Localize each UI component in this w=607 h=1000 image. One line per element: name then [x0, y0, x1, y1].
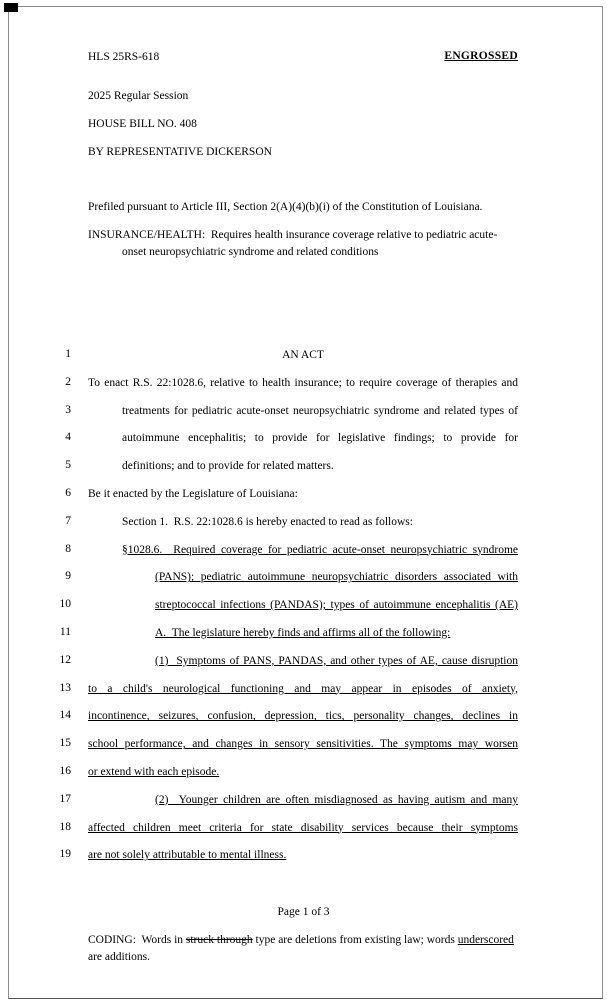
bill-line: [0, 431, 607, 459]
coding-middle: type are deletions from existing law; words: [252, 934, 458, 946]
bill-line: [0, 598, 607, 626]
abstract-line-1: INSURANCE/HEALTH: Requires health insurance coverage relative to pediatric acute-: [88, 229, 498, 241]
line-text: are not solely attributable to mental illness.: [88, 849, 287, 862]
bill-line: [0, 543, 607, 571]
line-number: 2: [65, 375, 71, 388]
coding-line-2: are additions.: [88, 951, 150, 963]
coding-line-1: [88, 932, 528, 949]
bill-line: [0, 821, 607, 849]
line-text: To enact R.S. 22:1028.6, relative to health insurance; to require coverage of therapies and: [88, 376, 518, 389]
bill-number: HOUSE BILL NO. 408: [88, 118, 197, 130]
coding-note: [88, 932, 528, 966]
line-number: 16: [59, 764, 71, 777]
line-text: school performance, and changes in sensory sensitivities. The symptoms may worsen: [88, 738, 518, 751]
underscored-sample: underscored: [457, 934, 514, 946]
line-text: §1028.6. Required coverage for pediatric acute-onset neuropsychiatric syndrome: [122, 543, 518, 556]
bill-line: [0, 682, 607, 710]
bill-line: [0, 570, 607, 598]
bill-line: [0, 709, 607, 737]
line-text: autoimmune encephalitis; to provide for legislative findings; to provide for: [122, 432, 518, 445]
line-number: 3: [65, 403, 71, 416]
line-text: treatments for pediatric acute-onset neuropsychiatric syndrome and related types of: [122, 404, 518, 417]
line-text: streptococcal infections (PANDAS); types of autoimmune encephalitis (AE): [155, 599, 518, 612]
bill-line: [0, 737, 607, 765]
line-text: Section 1. R.S. 22:1028.6 is hereby enacted to read as follows:: [122, 515, 413, 528]
session-label: 2025 Regular Session: [88, 90, 189, 102]
line-number: 15: [59, 737, 71, 750]
line-number: 19: [59, 848, 71, 861]
line-number: 9: [65, 570, 71, 583]
bill-line: [0, 376, 607, 404]
abstract: [88, 227, 520, 261]
bill-line: [0, 487, 607, 515]
bill-line: [0, 348, 607, 376]
line-text: (PANS); pediatric autoimmune neuropsychiatric disorders associated with: [155, 571, 518, 584]
line-text: (1) Symptoms of PANS, PANDAS, and other types of AE, cause disruption: [155, 654, 518, 667]
line-number: 17: [59, 792, 71, 805]
doc-id: HLS 25RS-618: [88, 51, 160, 63]
bill-line: [0, 848, 607, 876]
line-text: affected children meet criteria for state disability services because their symptoms: [88, 821, 518, 834]
line-text: (2) Younger children are often misdiagnosed as having autism and many: [155, 793, 518, 806]
bill-line: [0, 459, 607, 487]
prefiled-note: Prefiled pursuant to Article III, Section 2(A)(4)(b)(i) of the Constitution of Louisiana.: [88, 201, 483, 213]
line-text: or extend with each episode.: [88, 765, 220, 778]
bill-line: [0, 404, 607, 432]
bill-line: [0, 654, 607, 682]
line-number: 1: [65, 348, 71, 360]
line-text: to a child's neurological functioning and may appear in episodes of anxiety,: [88, 682, 518, 695]
line-number: 13: [59, 681, 71, 694]
bill-line: [0, 626, 607, 654]
bill-line: [0, 765, 607, 793]
line-text: Be it enacted by the Legislature of Louisiana:: [88, 487, 298, 500]
line-number: 7: [65, 514, 71, 527]
line-text: AN ACT: [282, 349, 324, 361]
struck-through-sample: struck through: [185, 934, 253, 946]
status-engrossed: ENGROSSED: [444, 50, 518, 62]
sponsor-line: BY REPRESENTATIVE DICKERSON: [88, 146, 272, 158]
line-text: A. The legislature hereby finds and affirms all of the following:: [155, 626, 451, 639]
line-number: 18: [59, 820, 71, 833]
line-number: 8: [65, 542, 71, 555]
line-number: 10: [59, 598, 71, 611]
bill-line: [0, 793, 607, 821]
line-number: 11: [59, 625, 71, 638]
line-number: 14: [59, 709, 71, 722]
corner-mark: [4, 3, 18, 12]
line-number: 5: [65, 459, 71, 472]
bill-lines: [0, 348, 607, 876]
line-number: 4: [65, 431, 71, 444]
line-number: 6: [65, 486, 71, 499]
abstract-line-2: onset neuropsychiatric syndrome and related conditions: [122, 246, 379, 258]
page-number: Page 1 of 3: [277, 906, 330, 918]
line-text: incontinence, seizures, confusion, depression, tics, personality changes, declines in: [88, 710, 518, 723]
bill-line: [0, 515, 607, 543]
line-number: 12: [59, 653, 71, 666]
line-text: definitions; and to provide for related matters.: [122, 460, 334, 473]
coding-prefix: CODING: Words in: [88, 934, 186, 946]
